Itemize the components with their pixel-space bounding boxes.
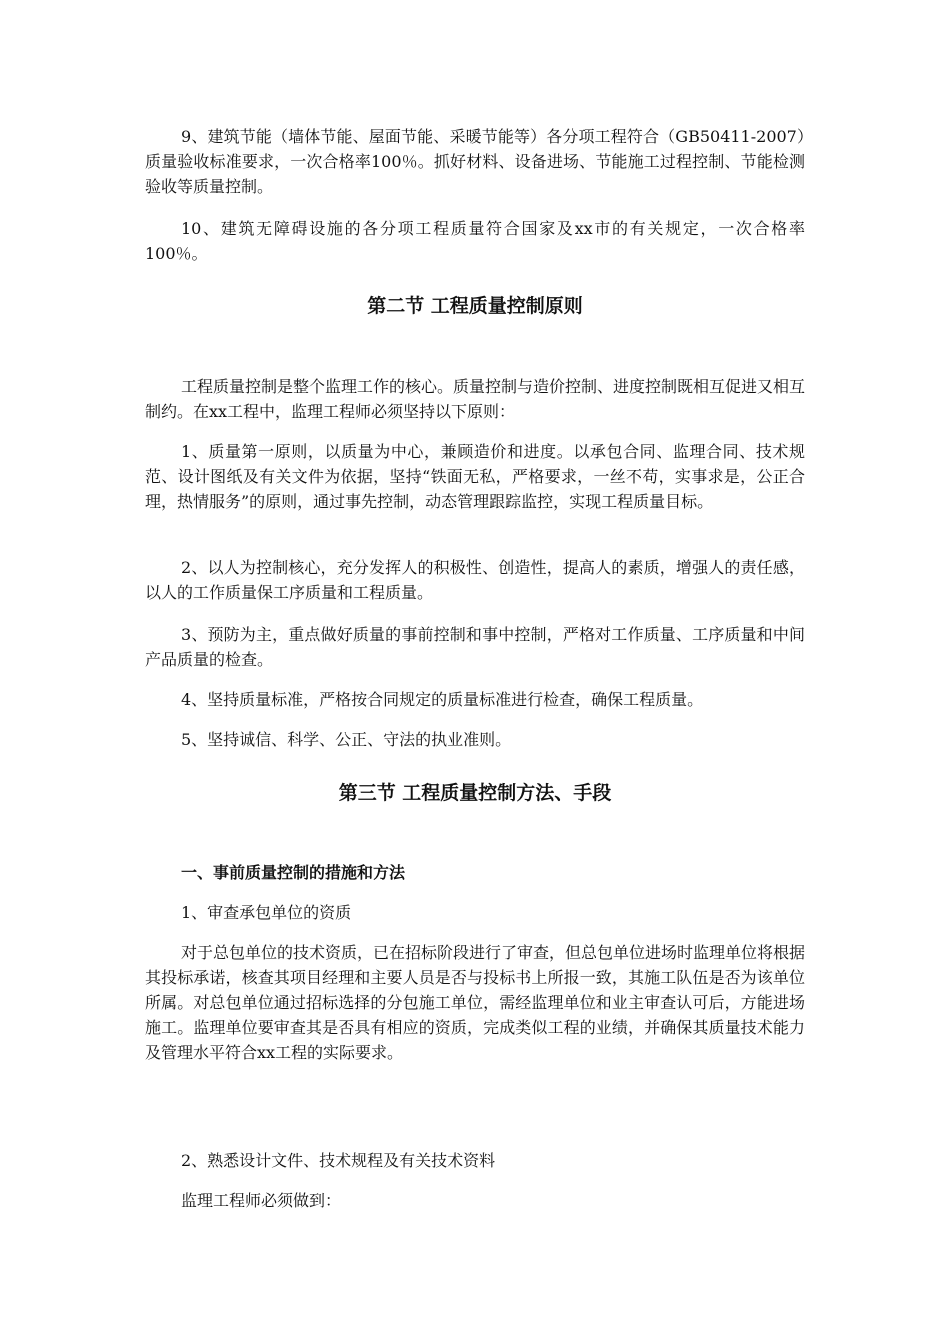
item-1-body: 对于总包单位的技术资质，已在招标阶段进行了审查，但总包单位进场时监理单位将根据其投标承诺，核查其项目经理和主要人员是否与投标书上所报一致，其施工队伍是否为该单位所属。对总包单位通过招标选择的分包施工单位，需经监理单位和业主审查认可后，方能进场施工。监理单位要审查其是否具有相应的资质，完成类似工程的业绩，并确保其质量技术能力及管理水平符合xx工程的实际要求。 <box>145 943 806 1062</box>
principle-item-5: 5、坚持诚信、科学、公正、守法的执业准则。 <box>181 730 512 749</box>
item-1-title: 1、审查承包单位的资质 <box>181 903 352 922</box>
principle-item-4: 4、坚持质量标准，严格按合同规定的质量标准进行检查，确保工程质量。 <box>181 690 704 709</box>
principle-item-1: 1、质量第一原则，以质量为中心，兼顾造价和进度。以承包合同、监理合同、技术规范、设计图纸及有关文件为依据，坚持“铁面无私，严格要求，一丝不苟，实事求是，公正合理，热情服务”的原则，通过事先控制，动态管理跟踪监控，实现工程质量目标。 <box>145 442 805 511</box>
section-3-title: 第三节 工程质量控制方法、手段 <box>338 782 612 804</box>
paragraph-item-9: 9、建筑节能（墙体节能、屋面节能、采暖节能等）各分项工程符合（GB50411-2007）质量验收标准要求，一次合格率100％。抓好材料、设备进场、节能施工过程控制、节能检测验收等质量控制。 <box>145 127 805 196</box>
principle-item-3: 3、预防为主，重点做好质量的事前控制和事中控制，严格对工作质量、工序质量和中间产品质量的检查。 <box>145 625 805 669</box>
section-2-intro: 工程质量控制是整个监理工作的核心。质量控制与造价控制、进度控制既相互促进又相互制约。在xx工程中，监理工程师必须坚持以下原则： <box>145 377 806 421</box>
item-2-title: 2、熟悉设计文件、技术规程及有关技术资料 <box>181 1151 496 1170</box>
item-2-body: 监理工程师必须做到： <box>181 1191 342 1210</box>
principle-item-2: 2、以人为控制核心，充分发挥人的积极性、创造性，提高人的素质，增强人的责任感，以人的工作质量保工序质量和工程质量。 <box>145 558 805 602</box>
section-2-title: 第二节 工程质量控制原则 <box>367 295 583 317</box>
section-3-subheading: 一、事前质量控制的措施和方法 <box>181 863 406 882</box>
paragraph-item-10: 10、建筑无障碍设施的各分项工程质量符合国家及xx市的有关规定，一次合格率100％。 <box>145 219 805 263</box>
